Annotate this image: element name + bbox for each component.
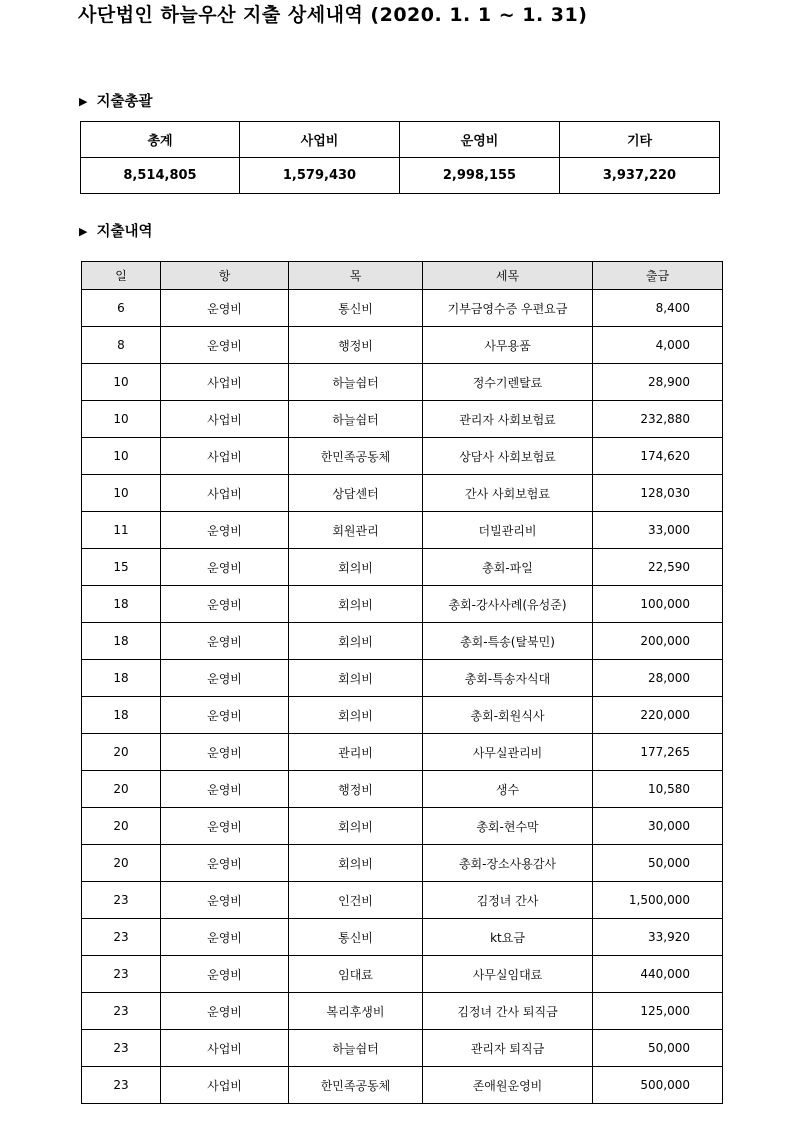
detail-header-item: 목 (289, 262, 423, 290)
cell-day: 6 (82, 290, 161, 327)
cell-subitem: 김정녀 간사 퇴직금 (423, 993, 593, 1030)
cell-subitem: 총회-회원식사 (423, 697, 593, 734)
cell-day: 23 (82, 993, 161, 1030)
table-row (82, 401, 723, 438)
cell-item: 회의비 (289, 660, 423, 697)
cell-day: 10 (82, 364, 161, 401)
cell-subitem: 사무실임대료 (423, 956, 593, 993)
cell-subitem: 관리자 사회보험료 (423, 401, 593, 438)
cell-item: 회의비 (289, 697, 423, 734)
table-row (82, 993, 723, 1030)
cell-subitem: 총회-파일 (423, 549, 593, 586)
cell-day: 8 (82, 327, 161, 364)
cell-category: 사업비 (161, 364, 289, 401)
summary-value-row (81, 158, 720, 194)
cell-amount: 177,265 (593, 734, 723, 771)
cell-item: 하늘쉼터 (289, 1030, 423, 1067)
cell-day: 20 (82, 734, 161, 771)
table-row (82, 364, 723, 401)
cell-day: 20 (82, 808, 161, 845)
summary-header-business: 사업비 (240, 122, 400, 158)
table-row (82, 475, 723, 512)
table-row (82, 1030, 723, 1067)
cell-amount: 8,400 (593, 290, 723, 327)
table-row (82, 845, 723, 882)
cell-amount: 28,900 (593, 364, 723, 401)
cell-amount: 200,000 (593, 623, 723, 660)
page-title: 사단법인 하늘우산 지출 상세내역 (2020. 1. 1 ~ 1. 31) (78, 4, 588, 26)
cell-item: 인건비 (289, 882, 423, 919)
table-row (82, 290, 723, 327)
detail-header-amount: 출금 (593, 262, 723, 290)
summary-value-business: 1,579,430 (240, 158, 400, 194)
cell-amount: 232,880 (593, 401, 723, 438)
cell-amount: 4,000 (593, 327, 723, 364)
cell-amount: 174,620 (593, 438, 723, 475)
cell-day: 15 (82, 549, 161, 586)
summary-value-operating: 2,998,155 (400, 158, 560, 194)
cell-day: 10 (82, 475, 161, 512)
cell-category: 사업비 (161, 1030, 289, 1067)
cell-category: 운영비 (161, 660, 289, 697)
cell-category: 사업비 (161, 401, 289, 438)
summary-header-total: 총계 (81, 122, 240, 158)
cell-amount: 50,000 (593, 1030, 723, 1067)
summary-table (80, 121, 720, 194)
cell-amount: 100,000 (593, 586, 723, 623)
cell-day: 20 (82, 845, 161, 882)
cell-item: 하늘쉼터 (289, 401, 423, 438)
cell-category: 운영비 (161, 882, 289, 919)
summary-heading-label: 지출총괄 (96, 94, 153, 110)
table-row (82, 956, 723, 993)
cell-category: 운영비 (161, 697, 289, 734)
cell-subitem: 생수 (423, 771, 593, 808)
cell-day: 23 (82, 882, 161, 919)
cell-day: 10 (82, 401, 161, 438)
cell-item: 복리후생비 (289, 993, 423, 1030)
table-row (82, 660, 723, 697)
cell-day: 23 (82, 919, 161, 956)
table-row (82, 512, 723, 549)
cell-day: 18 (82, 660, 161, 697)
cell-subitem: 기부금영수증 우편요금 (423, 290, 593, 327)
cell-amount: 128,030 (593, 475, 723, 512)
triangle-right-icon: ▶ (79, 95, 88, 108)
cell-category: 운영비 (161, 808, 289, 845)
cell-item: 통신비 (289, 290, 423, 327)
cell-item: 한민족공동체 (289, 438, 423, 475)
table-row (82, 549, 723, 586)
cell-item: 임대료 (289, 956, 423, 993)
cell-item: 행정비 (289, 327, 423, 364)
detail-table (81, 261, 723, 1104)
table-row (82, 1067, 723, 1104)
cell-subitem: 사무용품 (423, 327, 593, 364)
cell-subitem: 총회-특송(탈북민) (423, 623, 593, 660)
cell-subitem: 간사 사회보험료 (423, 475, 593, 512)
cell-item: 회의비 (289, 549, 423, 586)
summary-header-operating: 운영비 (400, 122, 560, 158)
table-row (82, 586, 723, 623)
summary-heading (79, 90, 153, 111)
cell-day: 11 (82, 512, 161, 549)
table-row (82, 919, 723, 956)
table-row (82, 771, 723, 808)
cell-subitem: 총회-강사사례(유성준) (423, 586, 593, 623)
cell-category: 운영비 (161, 290, 289, 327)
cell-amount: 30,000 (593, 808, 723, 845)
cell-day: 23 (82, 956, 161, 993)
table-row (82, 623, 723, 660)
cell-amount: 22,590 (593, 549, 723, 586)
cell-category: 운영비 (161, 956, 289, 993)
cell-item: 회원관리 (289, 512, 423, 549)
cell-item: 회의비 (289, 808, 423, 845)
cell-category: 운영비 (161, 549, 289, 586)
detail-header-subitem: 세목 (423, 262, 593, 290)
cell-subitem: 총회-현수막 (423, 808, 593, 845)
cell-amount: 50,000 (593, 845, 723, 882)
cell-amount: 1,500,000 (593, 882, 723, 919)
cell-category: 운영비 (161, 623, 289, 660)
cell-category: 운영비 (161, 993, 289, 1030)
cell-item: 회의비 (289, 845, 423, 882)
summary-header-row (81, 122, 720, 158)
detail-heading (79, 220, 153, 241)
cell-amount: 500,000 (593, 1067, 723, 1104)
table-row (82, 438, 723, 475)
cell-subitem: 김정녀 간사 (423, 882, 593, 919)
cell-day: 18 (82, 697, 161, 734)
cell-category: 사업비 (161, 438, 289, 475)
cell-day: 18 (82, 623, 161, 660)
detail-header-category: 항 (161, 262, 289, 290)
cell-amount: 125,000 (593, 993, 723, 1030)
table-row (82, 327, 723, 364)
cell-amount: 33,920 (593, 919, 723, 956)
cell-day: 23 (82, 1030, 161, 1067)
cell-amount: 33,000 (593, 512, 723, 549)
cell-amount: 28,000 (593, 660, 723, 697)
cell-item: 한민족공동체 (289, 1067, 423, 1104)
cell-category: 사업비 (161, 1067, 289, 1104)
table-row (82, 808, 723, 845)
summary-value-total: 8,514,805 (81, 158, 240, 194)
cell-item: 관리비 (289, 734, 423, 771)
cell-amount: 10,580 (593, 771, 723, 808)
cell-category: 운영비 (161, 327, 289, 364)
detail-header-row (82, 262, 723, 290)
cell-category: 운영비 (161, 919, 289, 956)
cell-subitem: 정수기렌탈료 (423, 364, 593, 401)
cell-category: 사업비 (161, 475, 289, 512)
cell-subitem: 총회-특송자식대 (423, 660, 593, 697)
cell-day: 20 (82, 771, 161, 808)
cell-subitem: 관리자 퇴직금 (423, 1030, 593, 1067)
cell-item: 하늘쉼터 (289, 364, 423, 401)
cell-category: 운영비 (161, 586, 289, 623)
table-row (82, 734, 723, 771)
cell-item: 행정비 (289, 771, 423, 808)
cell-category: 운영비 (161, 734, 289, 771)
cell-item: 회의비 (289, 586, 423, 623)
cell-category: 운영비 (161, 845, 289, 882)
cell-item: 회의비 (289, 623, 423, 660)
summary-header-other: 기타 (560, 122, 720, 158)
table-row (82, 882, 723, 919)
table-row (82, 697, 723, 734)
cell-subitem: 사무실관리비 (423, 734, 593, 771)
cell-day: 18 (82, 586, 161, 623)
detail-header-day: 일 (82, 262, 161, 290)
cell-subitem: 더빌관리비 (423, 512, 593, 549)
summary-value-other: 3,937,220 (560, 158, 720, 194)
detail-heading-label: 지출내역 (96, 224, 153, 240)
cell-item: 상담센터 (289, 475, 423, 512)
triangle-right-icon: ▶ (79, 225, 88, 238)
cell-category: 운영비 (161, 771, 289, 808)
cell-category: 운영비 (161, 512, 289, 549)
cell-amount: 220,000 (593, 697, 723, 734)
cell-day: 10 (82, 438, 161, 475)
cell-subitem: 존애원운영비 (423, 1067, 593, 1104)
cell-amount: 440,000 (593, 956, 723, 993)
cell-item: 통신비 (289, 919, 423, 956)
cell-subitem: 상담사 사회보험료 (423, 438, 593, 475)
cell-day: 23 (82, 1067, 161, 1104)
cell-subitem: kt요금 (423, 919, 593, 956)
cell-subitem: 총회-장소사용감사 (423, 845, 593, 882)
